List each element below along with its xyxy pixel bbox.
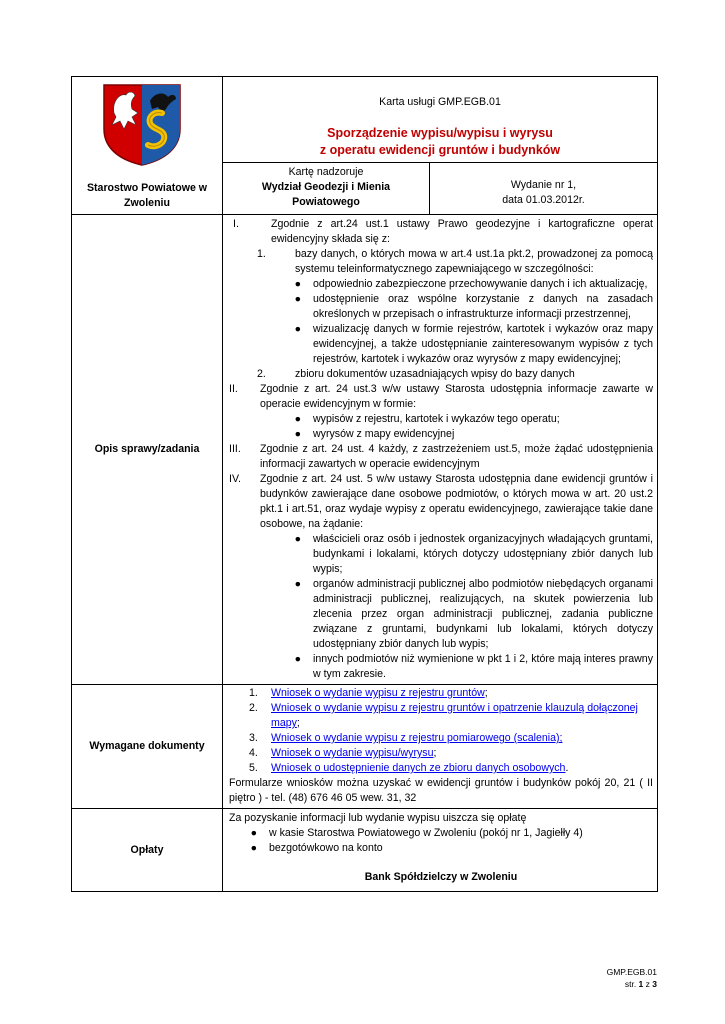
footer-code: GMP.EGB.01 bbox=[606, 967, 657, 977]
list-item bbox=[273, 277, 653, 292]
list-item-text: właścicieli oraz osób i jednostek organizacyjnych władających gruntami, budynkami i lokalami, których dotyczy udostępniany zbiór danych lub wypis; bbox=[313, 533, 653, 575]
document-number: 2. bbox=[249, 702, 258, 714]
document-item-1 bbox=[229, 686, 653, 701]
document-link-1[interactable]: Wniosek o wydanie wypisu z rejestru gruntów bbox=[271, 687, 485, 699]
edition-block bbox=[430, 163, 657, 214]
page-total: 3 bbox=[652, 979, 657, 989]
section-iii-text: Zgodnie z art. 24 ust. 4 każdy, z zastrzeżeniem ust.5, może żądać udostępnienia informacji zawartych w operacie ewidencyjnym bbox=[260, 443, 653, 470]
list-item-text: wypisów z rejestru, kartotek i wykazów tego operatu; bbox=[313, 413, 560, 425]
section-ii-number: II. bbox=[229, 383, 238, 395]
section-iv bbox=[229, 472, 653, 532]
fees-bullets bbox=[229, 826, 653, 856]
page-current: 1 bbox=[638, 979, 644, 989]
section-iii-number: III. bbox=[229, 443, 241, 455]
bank-name: Bank Spółdzielczy w Zwoleniu bbox=[364, 871, 518, 883]
section-i-text: Zgodnie z art.24 ust.1 ustawy Prawo geodezyjne i kartograficzne operat ewidencyjny składa się z: bbox=[271, 218, 653, 245]
fees-cell bbox=[223, 809, 658, 892]
documents-label: Wymagane dokumenty bbox=[72, 685, 223, 809]
bullet-icon: ● bbox=[294, 578, 301, 590]
header-left-cell bbox=[72, 77, 223, 215]
page-separator: z bbox=[643, 979, 653, 989]
document-number: 1. bbox=[249, 687, 258, 699]
card-title-line1: Sporządzenie wypisu/wypisu i wyrysu bbox=[327, 126, 553, 140]
list-item-text: w kasie Starostwa Powiatowego w Zwoleniu (pokój nr 1, Jagiełły 4) bbox=[269, 827, 583, 839]
coat-of-arms-icon bbox=[102, 83, 182, 167]
list-item-text: wyrysów z mapy ewidencyjnej bbox=[313, 428, 455, 440]
section-i-2 bbox=[229, 367, 653, 382]
header-right-cell bbox=[223, 77, 658, 215]
document-suffix: . bbox=[565, 762, 569, 774]
document-link-4[interactable]: Wniosek o wydanie wypisu/wyrysu bbox=[271, 747, 434, 759]
document-number: 4. bbox=[249, 747, 258, 759]
list-item bbox=[273, 292, 653, 322]
description-label: Opis sprawy/zadania bbox=[72, 215, 223, 685]
list-item bbox=[273, 412, 653, 427]
bullet-icon: ● bbox=[294, 413, 301, 425]
document-item-2 bbox=[229, 701, 653, 731]
document-link-5[interactable]: Wniosek o udostępnienie danych ze zbioru danych osobowych bbox=[271, 762, 566, 774]
list-item bbox=[273, 427, 653, 442]
section-iv-text: Zgodnie z art. 24 ust. 5 w/w ustawy Starosta udostępnia dane ewidencji gruntów i budynków zawierające dane osobowe podmiotów, o których mowa w art. 20 ust.2 pkt.1 i art.51, oraz wydaje wypisy z operatu ewidencyjnego, zawierające takie dane osobowe, na żądanie: bbox=[260, 473, 653, 530]
document-number: 5. bbox=[249, 762, 258, 774]
list-item-text: innych podmiotów niż wymienione w pkt 1 i 2, które mają interes prawny w tym zakresie. bbox=[313, 653, 653, 680]
document-number: 3. bbox=[249, 732, 258, 744]
section-i-number: I. bbox=[233, 218, 239, 230]
section-ii-bullets bbox=[229, 412, 653, 442]
header-subrow bbox=[223, 162, 657, 214]
section-iv-number: IV. bbox=[229, 473, 241, 485]
document-link-3[interactable]: Wniosek o wydanie wypisu z rejestru pomiarowego (scalenia); bbox=[271, 732, 563, 744]
document-item-4 bbox=[229, 746, 653, 761]
list-item-text: organów administracji publicznej albo podmiotów niebędących organami administracji publicznej, realizujących, na skutek powierzenia lub zlecenia przez organ administracji publicznej, zadania publiczne związane z gruntami, budynkami lub lokalami, których dotyczy udostępniany zbiór danych lub wypis; bbox=[313, 578, 653, 650]
list-item bbox=[229, 841, 653, 856]
card-number: Karta usługi GMP.EGB.01 bbox=[379, 96, 501, 108]
list-item-text: udostępnienie oraz wspólne korzystanie z danych na zasadach określonych w przepisach o infrastrukturze informacji przestrzennej, bbox=[313, 293, 653, 320]
document-link-2[interactable]: Wniosek o wydanie wypisu z rejestru gruntów i opatrzenie klauzulą dołączonej mapy bbox=[271, 702, 638, 729]
list-item-text: odpowiednio zabezpieczone przechowywanie danych i ich aktualizację, bbox=[313, 278, 648, 290]
documents-cell bbox=[223, 685, 658, 809]
supervisor-label: Kartę nadzoruje bbox=[288, 166, 364, 178]
bullet-icon: ● bbox=[294, 293, 301, 305]
list-item bbox=[273, 532, 653, 577]
fees-intro: Za pozyskanie informacji lub wydanie wypisu uiszcza się opłatę bbox=[229, 812, 527, 824]
section-i-2-number: 2. bbox=[257, 368, 266, 380]
section-ii bbox=[229, 382, 653, 412]
section-i-1-number: 1. bbox=[257, 248, 266, 260]
service-card-table bbox=[71, 76, 658, 892]
bullet-icon: ● bbox=[250, 842, 257, 854]
documents-note: Formularze wniosków można uzyskać w ewidencji gruntów i budynków pokój 20, 21 ( II piętro ) - tel. (48) 676 46 05 wew. 31, 32 bbox=[229, 777, 653, 804]
list-item bbox=[273, 652, 653, 682]
bullet-icon: ● bbox=[294, 323, 301, 335]
bullet-icon: ● bbox=[250, 827, 257, 839]
bullet-icon: ● bbox=[294, 653, 301, 665]
page-prefix: str. bbox=[624, 979, 639, 989]
list-item-text: bezgotówkowo na konto bbox=[269, 842, 383, 854]
supervisor-department: Wydział Geodezji i Mienia Powiatowego bbox=[261, 181, 391, 208]
section-iv-bullets bbox=[229, 532, 653, 682]
bullet-icon: ● bbox=[294, 428, 301, 440]
document-item-5 bbox=[229, 761, 653, 776]
page-number bbox=[607, 978, 657, 990]
document-item-3 bbox=[229, 731, 653, 746]
bullet-icon: ● bbox=[294, 533, 301, 545]
edition-number: Wydanie nr 1, bbox=[510, 179, 577, 191]
section-i-1 bbox=[229, 247, 653, 277]
bullet-icon: ● bbox=[294, 278, 301, 290]
list-item bbox=[273, 322, 653, 367]
page-footer bbox=[607, 966, 657, 990]
list-item bbox=[273, 577, 653, 652]
supervisor-block bbox=[223, 163, 430, 214]
list-item-text: wizualizację danych w formie rejestrów, kartotek i wykazów oraz mapy ewidencyjnej, a także udostępnianie zainteresowanym wypisów z tych rejestrów, kartotek i wykazów oraz wyrysów z mapy ewidencyjnej; bbox=[313, 323, 653, 365]
organization-name: Starostwo Powiatowe w Zwoleniu bbox=[86, 182, 208, 209]
section-i-1-text: bazy danych, o których mowa w art.4 ust.1a pkt.2, prowadzonej za pomocą systemu teleinformatycznego zapewniającego w szczególności: bbox=[295, 248, 653, 275]
list-item bbox=[229, 826, 653, 841]
section-ii-text: Zgodnie z art. 24 ust.3 w/w ustawy Starosta udostępnia informacje zawarte w operacie ewidencyjnym w formie: bbox=[260, 383, 653, 410]
section-i-1-bullets bbox=[229, 277, 653, 367]
section-i-2-text: zbioru dokumentów uzasadniających wpisy do bazy danych bbox=[295, 368, 575, 380]
fees-label: Opłaty bbox=[72, 809, 223, 892]
section-iii bbox=[229, 442, 653, 472]
document-suffix: ; bbox=[484, 687, 488, 699]
section-i bbox=[229, 217, 653, 247]
document-suffix: ; bbox=[296, 717, 300, 729]
edition-date: data 01.03.2012r. bbox=[502, 194, 585, 206]
document-suffix: ; bbox=[433, 747, 437, 759]
card-title-line2: z operatu ewidencji gruntów i budynków bbox=[319, 143, 561, 157]
description-cell bbox=[223, 215, 658, 685]
